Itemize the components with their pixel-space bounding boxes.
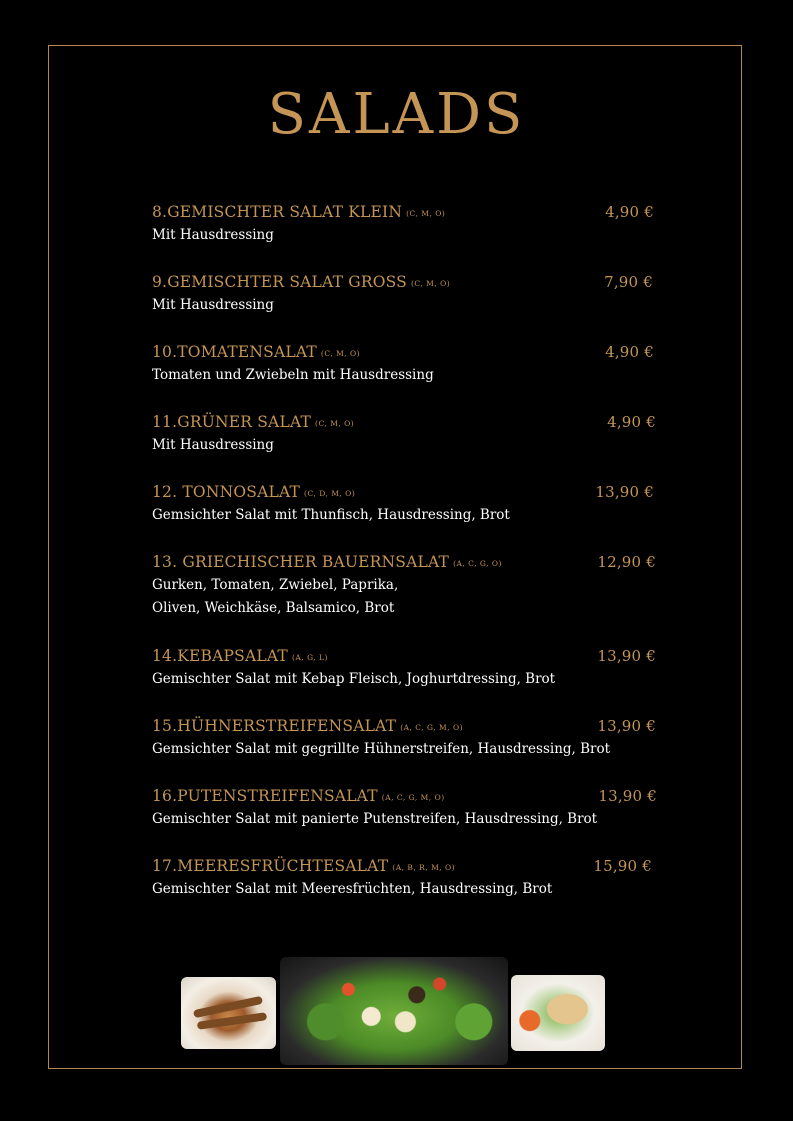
- menu-item: [152, 200, 662, 270]
- menu-item: [152, 550, 662, 644]
- menu-item-price: 4,90 €: [605, 343, 654, 361]
- salad-menu-list: [152, 200, 662, 924]
- menu-item-allergens: (A, C, G, M, O): [381, 793, 445, 802]
- menu-item-description: Gurken, Tomaten, Zwiebel, Paprika,: [152, 577, 399, 593]
- menu-item-description: Tomaten und Zwiebeln mit Hausdressing: [152, 367, 434, 383]
- salad-photo-strip: [0, 955, 793, 1075]
- menu-item-allergens: (C, M, O): [320, 349, 361, 358]
- menu-item-price: 13,90 €: [595, 483, 654, 501]
- menu-item-allergens: (A, C, G, O): [453, 559, 502, 568]
- menu-item-price: 13,90 €: [597, 647, 656, 665]
- menu-item-name: 15.HÜHNERSTREIFENSALAT: [152, 717, 397, 735]
- menu-item-name: 12. TONNOSALAT: [152, 483, 301, 501]
- menu-item-name: 16.PUTENSTREIFENSALAT: [152, 787, 378, 805]
- menu-item-name: 9.GEMISCHTER SALAT GROSS: [152, 273, 407, 291]
- menu-item-allergens: (C, M, O): [315, 419, 355, 428]
- menu-item-name: 17.MEERESFRÜCHTESALAT: [152, 857, 389, 875]
- menu-item: [152, 714, 662, 784]
- menu-item-allergens: (C, M, O): [406, 209, 446, 218]
- menu-item-description: Mit Hausdressing: [152, 437, 274, 453]
- menu-item-name: 14.KEBAPSALAT: [152, 647, 288, 665]
- menu-item-name: 8.GEMISCHTER SALAT KLEIN: [152, 203, 403, 221]
- menu-item-description: Gemsichter Salat mit Thunfisch, Hausdressing, Brot: [152, 507, 510, 523]
- menu-item: [152, 270, 662, 340]
- breaded-turkey-salad-photo: [511, 975, 605, 1051]
- chicken-salad-photo: [181, 977, 276, 1049]
- menu-item: [152, 644, 662, 714]
- menu-item-description: Mit Hausdressing: [152, 297, 274, 313]
- menu-item-description: Gemsichter Salat mit gegrillte Hühnerstreifen, Hausdressing, Brot: [152, 741, 611, 757]
- menu-item-description: Oliven, Weichkäse, Balsamico, Brot: [152, 600, 395, 616]
- menu-item-name: 13. GRIECHISCHER BAUERNSALAT: [152, 553, 450, 571]
- menu-item-price: 13,90 €: [598, 787, 657, 805]
- menu-item-description: Gemischter Salat mit Kebap Fleisch, Joghurtdressing, Brot: [152, 671, 556, 687]
- menu-item: [152, 340, 662, 410]
- menu-item-name: 10.TOMATENSALAT: [152, 343, 317, 361]
- menu-item-allergens: (A, C, G, M, O): [400, 723, 464, 732]
- menu-item-allergens: (C, M, O): [410, 279, 451, 288]
- menu-item: [152, 854, 662, 924]
- menu-item: [152, 784, 662, 854]
- menu-item-price: 13,90 €: [597, 717, 656, 735]
- menu-item-name: 11.GRÜNER SALAT: [152, 413, 312, 431]
- menu-item-allergens: (C, D, M, O): [304, 489, 356, 498]
- menu-item-price: 15,90 €: [593, 857, 652, 875]
- menu-item-description: Gemischter Salat mit Meeresfrüchten, Hausdressing, Brot: [152, 881, 553, 897]
- menu-item: [152, 410, 662, 480]
- menu-item-price: 12,90 €: [597, 553, 656, 571]
- menu-item-description: Gemischter Salat mit panierte Putenstreifen, Hausdressing, Brot: [152, 811, 598, 827]
- menu-item-price: 4,90 €: [605, 203, 654, 221]
- menu-item: [152, 480, 662, 550]
- page-title: SALADS: [267, 82, 526, 147]
- menu-item-price: 7,90 €: [604, 273, 653, 291]
- seafood-salad-photo: [280, 957, 508, 1065]
- menu-item-price: 4,90 €: [607, 413, 656, 431]
- menu-item-description: Mit Hausdressing: [152, 227, 274, 243]
- menu-item-allergens: (A, G, L): [291, 653, 328, 662]
- menu-item-allergens: (A, B, R, M, O): [392, 863, 456, 872]
